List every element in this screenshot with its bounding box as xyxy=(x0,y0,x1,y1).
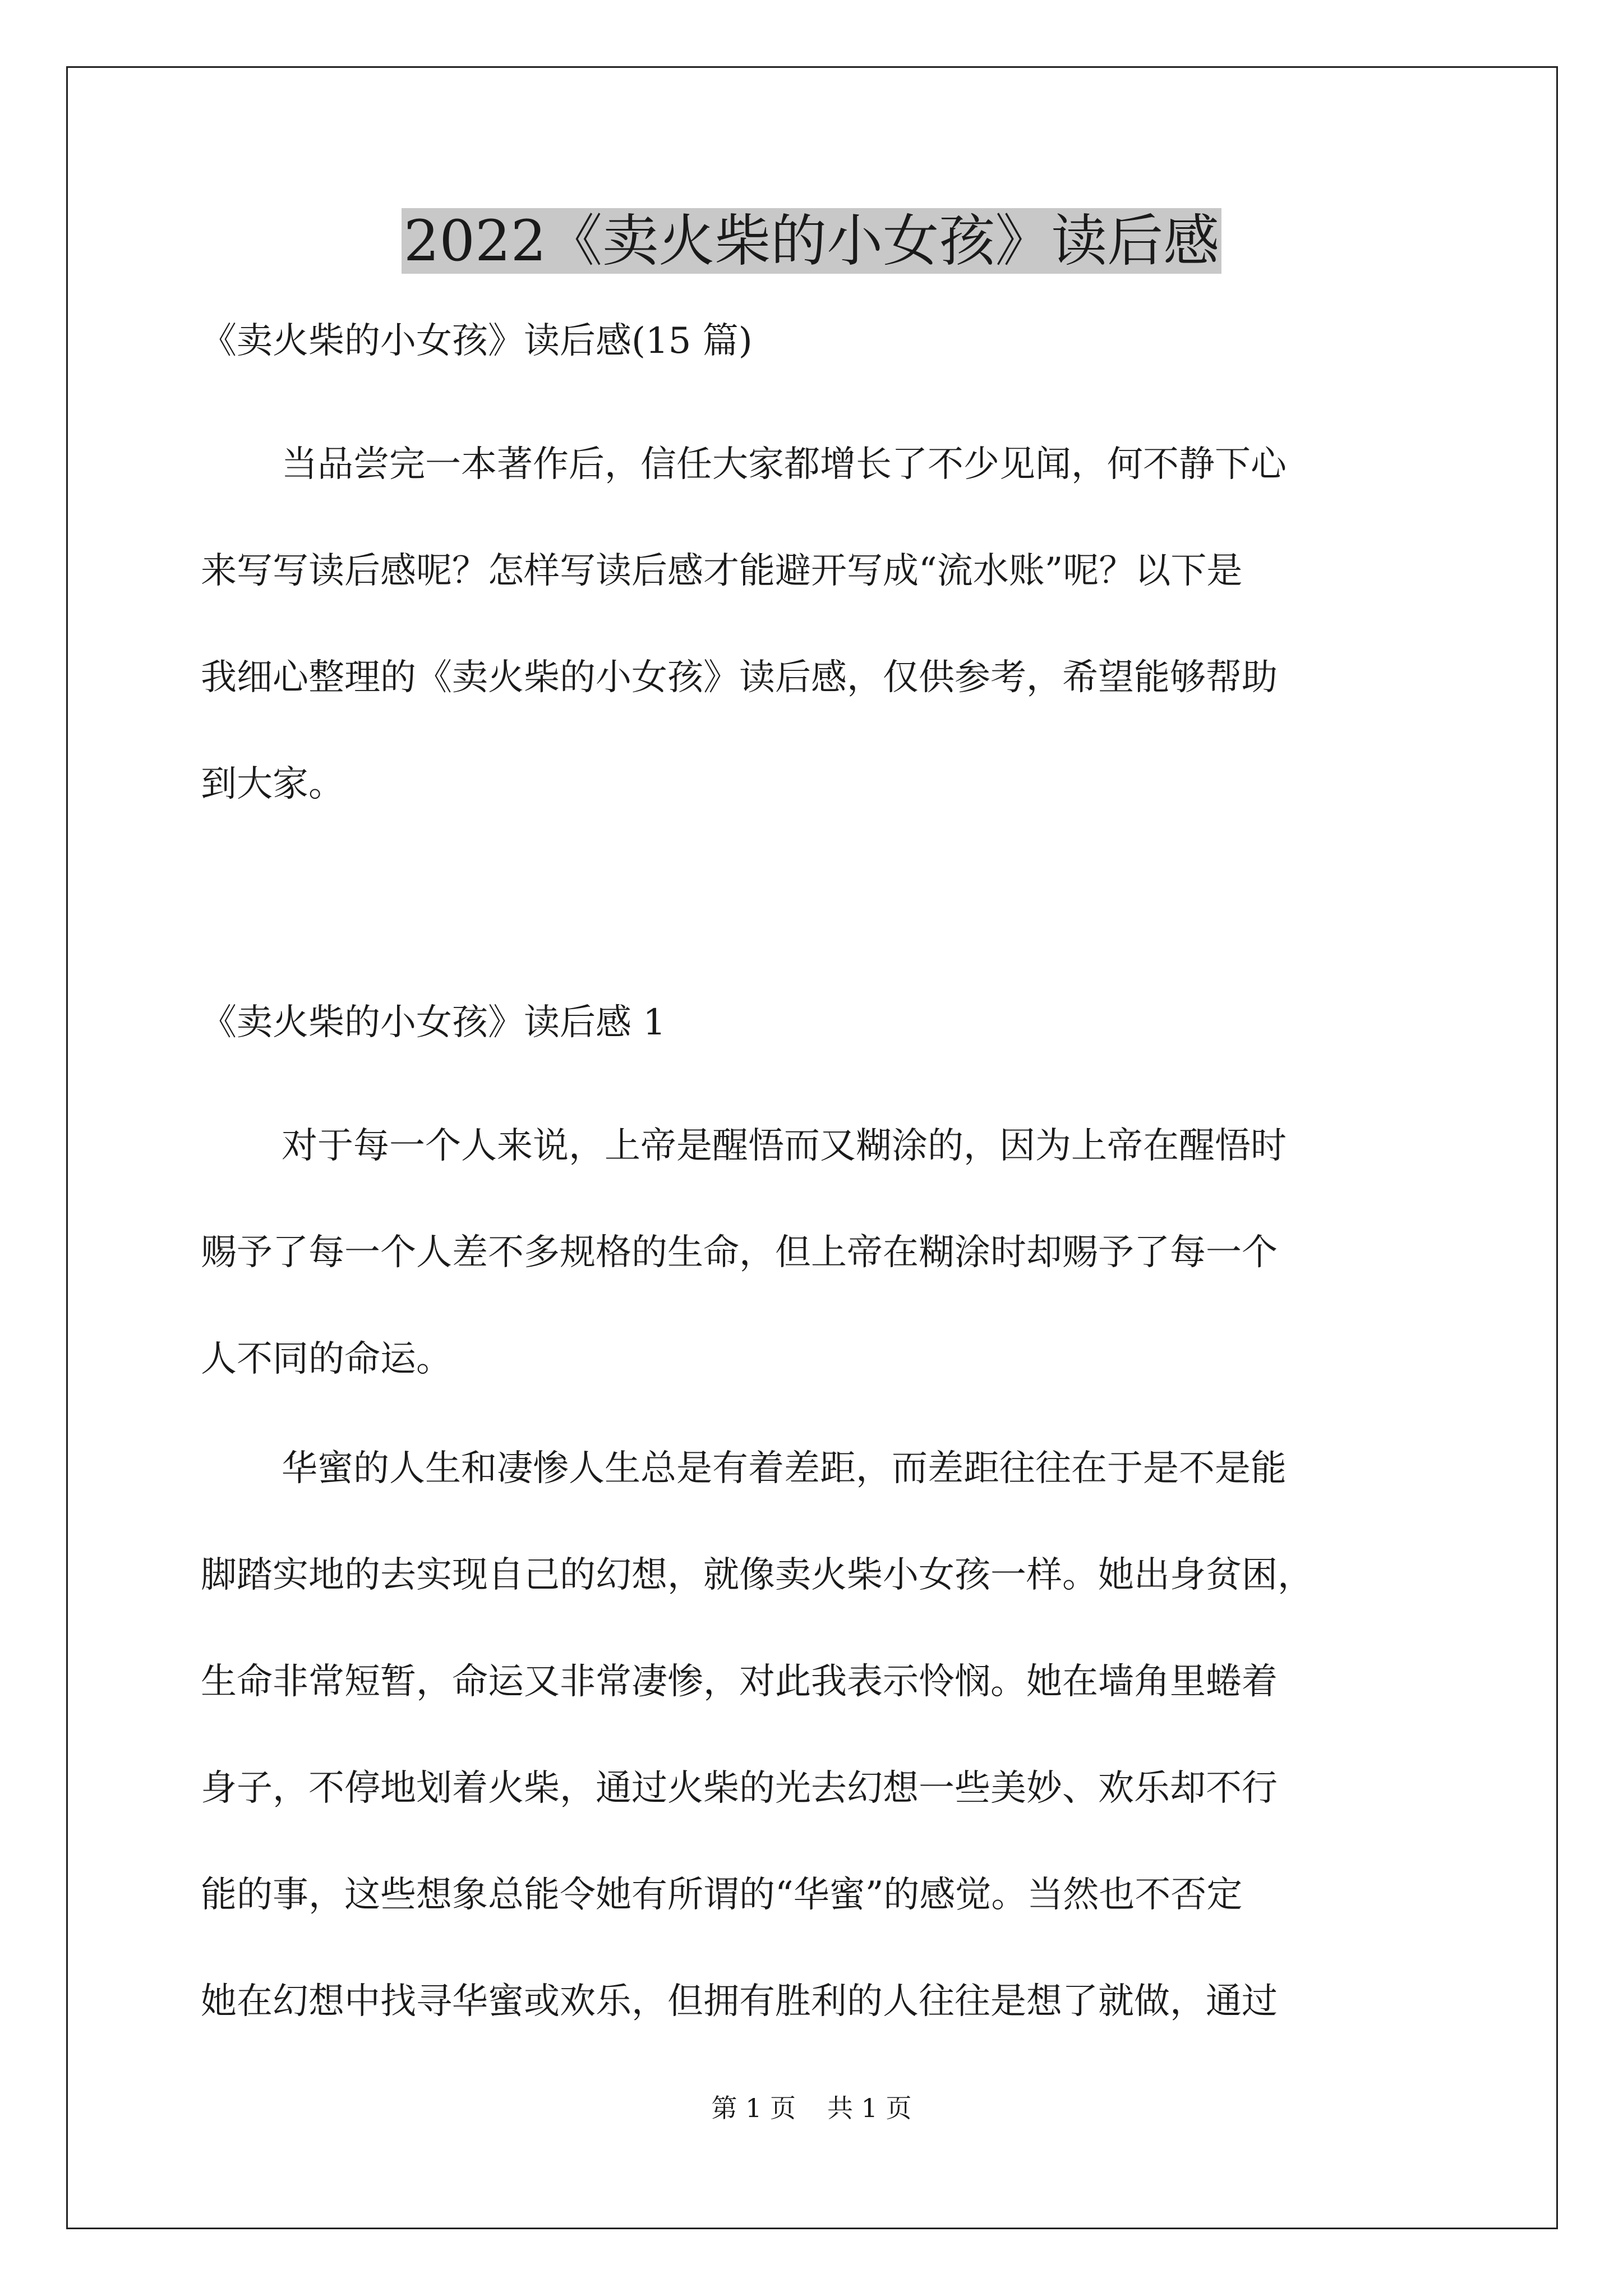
section-heading: 《卖火柴的小女孩》读后感 1 xyxy=(201,1002,666,1043)
paragraph-line: 赐予了每一个人差不多规格的生命，但上帝在糊涂时却赐予了每一个 xyxy=(201,1232,1278,1273)
paragraph-line: 她在幻想中找寻华蜜或欢乐，但拥有胜利的人往往是想了就做，通过 xyxy=(201,1981,1278,2022)
paragraph-line: 到大家。 xyxy=(201,763,344,805)
paragraph-line: 华蜜的人生和凄惨人生总是有着差距，而差距往往在于是不是能 xyxy=(282,1448,1287,1489)
page-footer xyxy=(0,2091,1623,2125)
document-title-text: 2022《卖火柴的小女孩》读后感 xyxy=(402,208,1222,274)
page-number: 第 1 页 xyxy=(711,2093,796,2123)
paragraph-line: 当品尝完一本著作后，信任大家都增长了不少见闻，何不静下心 xyxy=(282,444,1287,485)
subtitle-line: 《卖火柴的小女孩》读后感(15 篇) xyxy=(201,320,753,362)
paragraph-line: 对于每一个人来说，上帝是醒悟而又糊涂的，因为上帝在醒悟时 xyxy=(282,1125,1287,1167)
paragraph-line: 脚踏实地的去实现自己的幻想，就像卖火柴小女孩一样。她出身贫困， xyxy=(201,1554,1313,1596)
paragraph-line: 我细心整理的《卖火柴的小女孩》读后感，仅供参考，希望能够帮助 xyxy=(201,657,1278,698)
paragraph-line: 人不同的命运。 xyxy=(201,1338,452,1380)
paragraph-line: 能的事，这些想象总能令她有所谓的“华蜜”的感觉。当然也不否定 xyxy=(201,1874,1243,1916)
paragraph-line: 身子，不停地划着火柴，通过火柴的光去幻想一些美妙、欢乐却不行 xyxy=(201,1768,1278,1809)
document-title xyxy=(0,202,1623,280)
page-total: 共 1 页 xyxy=(827,2093,912,2123)
paragraph-line: 来写写读后感呢？怎样写读后感才能避开写成“流水账”呢？以下是 xyxy=(201,550,1243,592)
paragraph-line: 生命非常短暂，命运又非常凄惨，对此我表示怜悯。她在墙角里蜷着 xyxy=(201,1661,1278,1703)
